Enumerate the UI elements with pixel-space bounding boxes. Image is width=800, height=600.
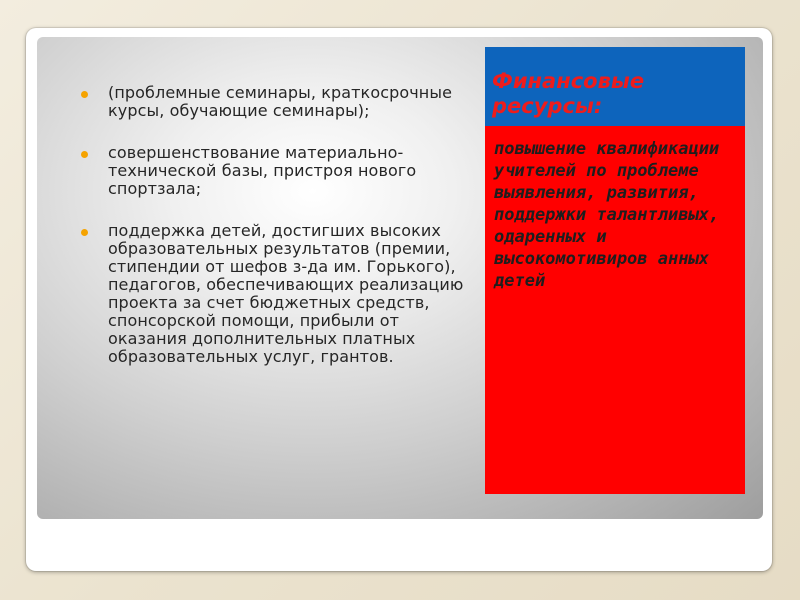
bullet-text: совершенствование материально-технической базы, пристроя нового спортзала; [108, 143, 417, 198]
bullet-text: поддержка детей, достигших высоких образовательных результатов (премии, стипендии от шефов з-да им. Горького), педагогов, обеспечивающих реализацию проекта за счет бюджетных средств, спонсорской помощи, прибыли от оказания дополнительных платных образовательных услуг, грантов. [108, 221, 464, 366]
bullet-list [78, 84, 468, 390]
bullet-dot-icon [81, 91, 88, 98]
bullet-text: (проблемные семинары, краткосрочные курсы, обучающие семинары); [108, 83, 453, 120]
bullet-item-seminars [78, 84, 468, 120]
bullet-item-facilities [78, 144, 468, 198]
bullet-dot-icon [81, 151, 88, 158]
financial-resources-body [485, 126, 745, 494]
financial-resources-text: повышение квалификации учителей по проблеме выявления, развития, поддержки талантливых, одаренных и высокомотивиров анных детей [494, 139, 720, 291]
financial-resources-title: Финансовые ресурсы: [492, 69, 645, 118]
financial-resources-panel [485, 47, 745, 494]
bullet-dot-icon [81, 229, 88, 236]
bullet-item-support [78, 222, 468, 366]
financial-resources-header [485, 47, 745, 126]
